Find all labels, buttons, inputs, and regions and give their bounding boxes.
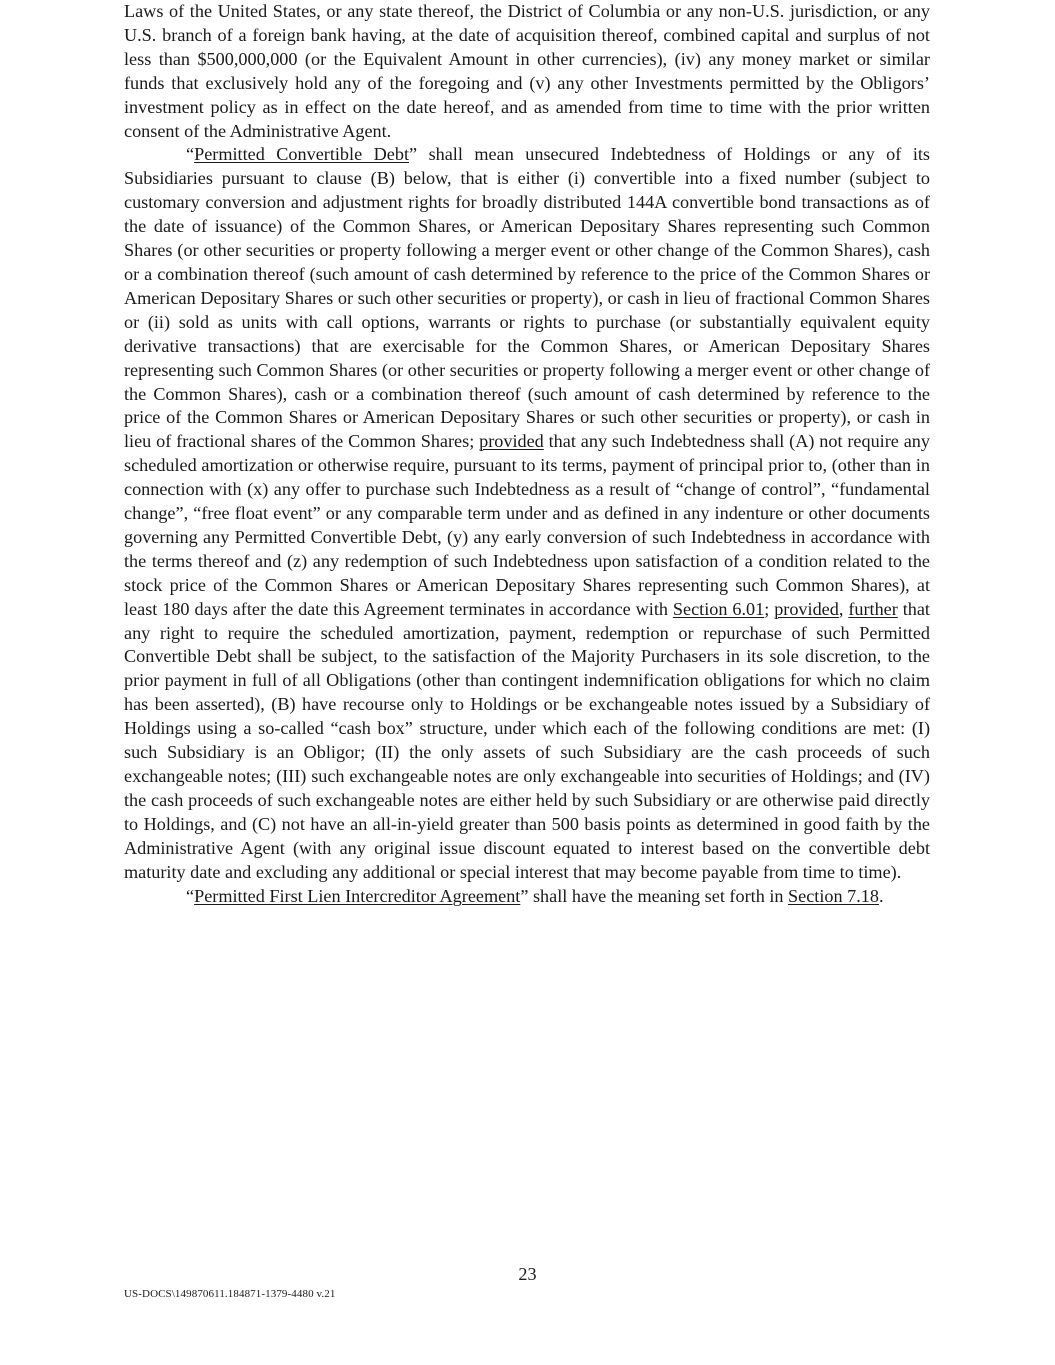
proviso-term: provided xyxy=(774,598,839,619)
definition-text: ” shall mean unsecured Indebtedness of Holdings or any of its Subsidiaries pursuant to clause (B) below, that is either (i) convertible into a fixed number (subject to customary conversion and adjustment rights for broadly distributed 144A convertible bond transactions as of the date of issuance) of the Common Shares, or American Depositary Shares representing such Common Shares (or other securities or property following a merger event or other change of the Common Shares), cash or a combination thereof (such amount of cash determined by reference to the price of the Common Shares or American Depositary Shares or such other securities or property), or cash in lieu of fractional Common Shares or (ii) sold as units with call options, warrants or rights to purchase (or substantially equivalent equity derivative transactions) that are exercisable for the Common Shares, or American Depositary Shares representing such Common Shares (or other securities or property following a merger event or other change of the Common Shares), cash or a combination thereof (such amount of cash determined by reference to the price of the Common Shares or American Depositary Shares or such other securities or property), or cash in lieu of fractional shares of the Common Shares; xyxy=(124,144,930,452)
page-number: 23 xyxy=(518,1264,537,1284)
section-reference: Section 6.01 xyxy=(672,598,765,619)
definition-text: that any right to require the scheduled amortization, payment, redemption or repurchase of such Permitted Convertible Debt shall be subject, to the satisfaction of the Majority Purchasers in its sole discretion, to the prior payment in full of all Obligations (other than contingent indemnification obligations for which no claim has been asserted), (B) have recourse only to Holdings or be exchangeable notes issued by a Subsidiary of Holdings using a so-called “cash box” structure, under which each of the following conditions are met: (I) such Subsidiary is an Obligor; (II) the only assets of such Subsidiary are the cash proceeds of such exchangeable notes; (III) such exchangeable notes are only exchangeable into securities of Holdings; and (IV) the cash proceeds of such exchangeable notes are either held by such Subsidiary or are otherwise paid directly to Holdings, and (C) not have an all-in-yield greater than 500 basis points as determined in good faith by the Administrative Agent (with any original issue discount equated to interest based on the convertible debt maturity date and excluding any additional or special interest that may become payable from time to time). xyxy=(124,598,930,882)
document-body xyxy=(124,0,930,908)
period: . xyxy=(878,885,884,906)
defined-term: Permitted First Lien Intercreditor Agreement xyxy=(194,885,521,906)
open-quote: “ xyxy=(186,885,195,906)
defined-term: Permitted Convertible Debt xyxy=(194,144,409,165)
proviso-term: provided xyxy=(479,431,544,452)
paragraph-continuation xyxy=(124,0,930,143)
definition-permitted-convertible-debt xyxy=(124,143,930,884)
document-id-footer: US-DOCS\149870611.184871-1379-4480 v.21 xyxy=(124,1288,336,1300)
definition-text: that any such Indebtedness shall (A) not require any scheduled amortization or otherwise require, pursuant to its terms, payment of principal prior to, (other than in connection with (x) any offer to purchase such Indebtedness as a result of “change of control”, “fundamental change”, “free float event” or any comparable term under and as defined in any indenture or other documents governing any Permitted Convertible Debt, (y) any early conversion of such Indebtedness in accordance with the terms thereof and (z) any redemption of such Indebtedness upon satisfaction of a condition related to the stock price of the Common Shares or American Depositary Shares representing such Common Shares), at least 180 days after the date this Agreement terminates in accordance with xyxy=(124,431,930,619)
definition-text: ” shall have the meaning set forth in xyxy=(520,885,789,906)
separator: , xyxy=(838,598,849,619)
paragraph-text: Laws of the United States, or any state thereof, the District of Columbia or any non-U.S. jurisdiction, or any U.S. branch of a foreign bank having, at the date of acquisition thereof, combined capital and surplus of not less than $500,000,000 (or the Equivalent Amount in other currencies), (iv) any money market or similar funds that exclusively hold any of the foregoing and (v) any other Investments permitted by the Obligors’ investment policy as in effect on the date hereof, and as amended from time to time with the prior written consent of the Administrative Agent. xyxy=(124,1,930,141)
open-quote: “ xyxy=(186,144,195,165)
definition-permitted-first-lien-intercreditor-agreement xyxy=(124,885,930,909)
proviso-term: further xyxy=(848,598,898,619)
separator: ; xyxy=(764,598,775,619)
section-reference: Section 7.18 xyxy=(788,885,879,906)
